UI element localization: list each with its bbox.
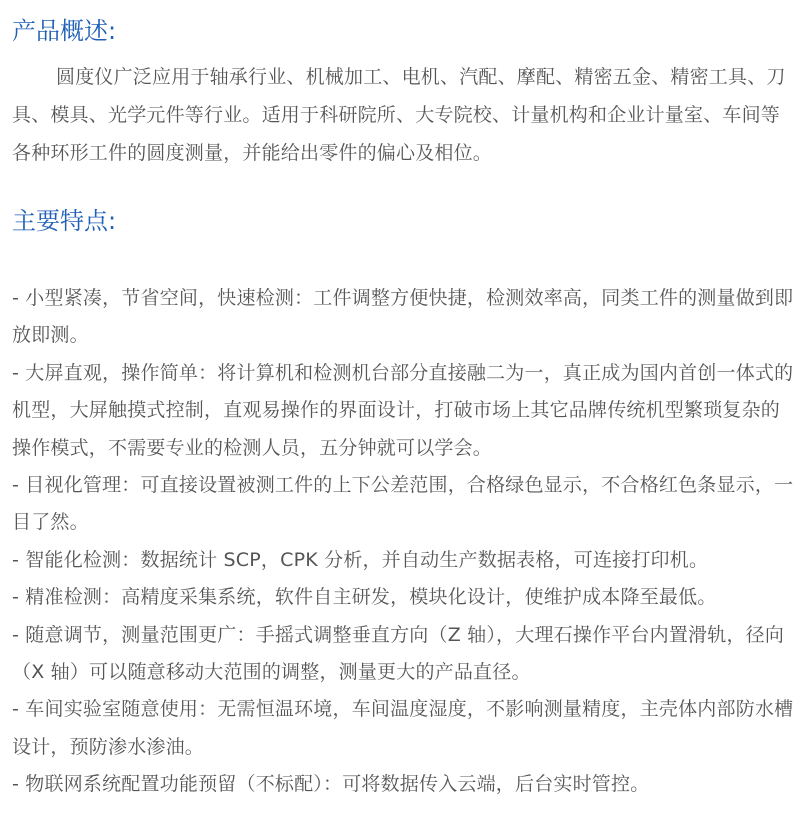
feature-item: - 目视化管理：可直接设置被测工件的上下公差范围，合格绿色显示，不合格红色条显示，一目了然。	[12, 474, 794, 534]
features-list	[12, 280, 796, 804]
feature-item: - 智能化检测：数据统计 SCP，CPK 分析，并自动生产数据表格，可连接打印机。	[12, 548, 709, 571]
feature-item: - 物联网系统配置功能预留（不标配）：可将数据传入云端，后台实时管控。	[12, 773, 650, 796]
overview-heading: 产品概述:	[12, 17, 117, 45]
feature-item: - 大屏直观，操作简单：将计算机和检测机台部分直接融二为一，真正成为国内首创一体式的机型，大屏触摸式控制，直观易操作的界面设计，打破市场上其它品牌传统机型繁琐复杂的操作模式，不需要专业的检测人员，五分钟就可以学会。	[12, 361, 794, 459]
overview-paragraph: 圆度仪广泛应用于轴承行业、机械加工、电机、汽配、摩配、精密五金、精密工具、刀具、模具、光学元件等行业。适用于科研院所、大专院校、计量机构和企业计量室、车间等各种环形工件的圆度测量，并能给出零件的偏心及相位。	[12, 66, 786, 164]
feature-item: - 随意调节，测量范围更广：手摇式调整垂直方向（Z 轴），大理石操作平台内置滑轨，径向（X 轴）可以随意移动大范围的调整，测量更大的产品直径。	[12, 623, 785, 684]
feature-item: - 车间实验室随意使用：无需恒温环境，车间温度湿度，不影响测量精度，主壳体内部防水槽设计，预防渗水渗油。	[12, 698, 794, 758]
feature-item: - 小型紧凑，节省空间，快速检测：工件调整方便快捷，检测效率高，同类工件的测量做到即放即测。	[12, 287, 794, 347]
features-heading: 主要特点:	[12, 207, 117, 235]
feature-item: - 精准检测：高精度采集系统，软件自主研发，模块化设计，使维护成本降至最低。	[12, 586, 717, 609]
